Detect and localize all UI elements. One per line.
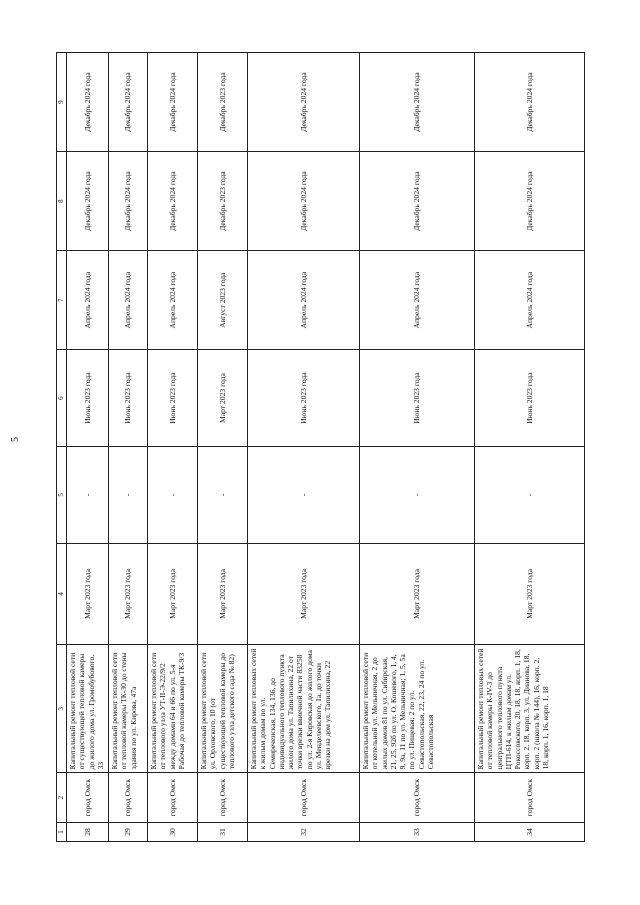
date-cell: Март 2023 года bbox=[360, 543, 475, 644]
column-number: 7 bbox=[57, 251, 67, 350]
city-cell: город Омск bbox=[67, 773, 109, 823]
date-cell: Апрель 2024 года bbox=[360, 251, 475, 350]
city-cell: город Омск bbox=[360, 773, 475, 823]
dash-cell: - bbox=[475, 446, 585, 543]
date-cell: Декабрь 2024 года bbox=[248, 53, 360, 152]
date-cell: Декабрь 2024 года bbox=[148, 152, 198, 251]
work-description: Капитальный ремонт тепловых сетей к жилым домам по ул. Семиреченская, 134, 136, до индивидуального теплового пункта жилого дома ул. Тапилихина, 22 от точки врезки ввиечной части 83258 по ул. 2-я Кировская до жилого дома ул. Менделеевского, 1a, до точки врезки на дом ул. Тапилихина, 22 bbox=[248, 645, 360, 773]
date-cell: Март 2023 года bbox=[198, 543, 248, 644]
date-cell: Март 2023 года bbox=[148, 543, 198, 644]
date-cell: Март 2023 года bbox=[475, 543, 585, 644]
date-cell: Март 2023 года bbox=[67, 543, 109, 644]
dash-cell: - bbox=[148, 446, 198, 543]
date-cell: Декабрь 2024 года bbox=[475, 53, 585, 152]
city-cell: город Омск bbox=[198, 773, 248, 823]
work-description: Капитальный ремонт тепловой сети от существующей тепловой камеры до жилого дома ул. Громобубового, 33 bbox=[67, 645, 109, 773]
dash-cell: - bbox=[198, 446, 248, 543]
row-number: 32 bbox=[248, 822, 360, 841]
dash-cell: - bbox=[109, 446, 148, 543]
table-row bbox=[148, 53, 198, 842]
work-description: Капитальный ремонт тепловых сетей от тепловой камеры К-IV-3 до центрального теплового пункта ЦТП-614, к жилым домам ул. Рокоссовского, 20, 18, 18, корп. 1, 18, корп. 2, 18, корп. 3, ул. Дианова, 18, корп. 2 (школа № 144), 16, корп. 2, 18, корп. 1, 16, корп. 1, 18 bbox=[475, 645, 585, 773]
date-cell: Июнь 2023 года bbox=[148, 350, 198, 447]
date-cell: Декабрь 2024 года bbox=[148, 53, 198, 152]
date-cell: Декабрь 2024 года bbox=[109, 152, 148, 251]
dash-cell: - bbox=[360, 446, 475, 543]
column-number: 8 bbox=[57, 152, 67, 251]
table-row bbox=[248, 53, 360, 842]
date-cell: Июнь 2023 года bbox=[109, 350, 148, 447]
column-number: 6 bbox=[57, 350, 67, 447]
city-cell: город Омск bbox=[148, 773, 198, 823]
date-cell: Апрель 2024 года bbox=[475, 251, 585, 350]
city-cell: город Омск bbox=[248, 773, 360, 823]
date-cell: Август 2023 года bbox=[198, 251, 248, 350]
date-cell: Декабрь 2024 года bbox=[248, 152, 360, 251]
date-cell: Апрель 2024 года bbox=[148, 251, 198, 350]
date-cell: Июнь 2023 года bbox=[360, 350, 475, 447]
date-cell: Июнь 2023 года bbox=[67, 350, 109, 447]
date-cell: Апрель 2024 года bbox=[109, 251, 148, 350]
row-number: 34 bbox=[475, 822, 585, 841]
row-number: 29 bbox=[109, 822, 148, 841]
column-number: 4 bbox=[57, 543, 67, 644]
row-number: 28 bbox=[67, 822, 109, 841]
column-number: 9 bbox=[57, 53, 67, 152]
row-number: 30 bbox=[148, 822, 198, 841]
date-cell: Декабрь 2024 года bbox=[67, 152, 109, 251]
date-cell: Декабрь 2024 года bbox=[67, 53, 109, 152]
column-number: 2 bbox=[57, 773, 67, 823]
date-cell: Март 2023 года bbox=[248, 543, 360, 644]
date-cell: Декабрь 2024 года bbox=[109, 53, 148, 152]
date-cell: Июнь 2023 года bbox=[475, 350, 585, 447]
work-description: Капитальный ремонт тепловой сети от теплового узла УТ-II-Э-22/9/2 между домами 64 и 66 по ул. 5-я Рабочая до тепловой камеры ТК-9/3 bbox=[148, 645, 198, 773]
work-description: Капитальный ремонт тепловой сети от тепловой камеры ТК-30 до стены здания по ул. Кирова, 47а bbox=[109, 645, 148, 773]
date-cell: Март 2023 года bbox=[198, 350, 248, 447]
dash-cell: - bbox=[67, 446, 109, 543]
work-description: Капитальный ремонт тепловой сети от котельной ул. Мельничная, 2 до жилых домов 81 по ул. Сибирская, 21, 25, 92б по ул. О. Кошевого, 1, 4, 9, 9а, 11 по ул. Мельничная; 1, 5, 5а по ул. Пищевая; 2 по ул. Севастопольская, 22, 23, 24 по ул. Севастопольская bbox=[360, 645, 475, 773]
column-number-row bbox=[57, 53, 67, 842]
repair-schedule-table bbox=[56, 52, 585, 842]
date-cell: Апрель 2024 года bbox=[248, 251, 360, 350]
work-description: Капитальный ремонт тепловой сети ул. Орловского, 10 (от существующей тепловой камеры до теплового узла детского сада № 82) bbox=[198, 645, 248, 773]
dash-cell: - bbox=[248, 446, 360, 543]
table-row bbox=[360, 53, 475, 842]
row-number: 33 bbox=[360, 822, 475, 841]
date-cell: Март 2023 года bbox=[109, 543, 148, 644]
table-row bbox=[67, 53, 109, 842]
date-cell: Декабрь 2024 года bbox=[475, 152, 585, 251]
column-number: 3 bbox=[57, 645, 67, 773]
date-cell: Апрель 2024 года bbox=[67, 251, 109, 350]
date-cell: Декабрь 2024 года bbox=[360, 152, 475, 251]
date-cell: Июнь 2023 года bbox=[248, 350, 360, 447]
date-cell: Декабрь 2023 года bbox=[198, 152, 248, 251]
column-number: 5 bbox=[57, 446, 67, 543]
rotated-table-container bbox=[56, 52, 584, 842]
page-number: 5 bbox=[10, 437, 21, 442]
table-row bbox=[198, 53, 248, 842]
column-number: 1 bbox=[57, 822, 67, 841]
date-cell: Декабрь 2024 года bbox=[360, 53, 475, 152]
date-cell: Декабрь 2023 года bbox=[198, 53, 248, 152]
table-row bbox=[475, 53, 585, 842]
table-row bbox=[109, 53, 148, 842]
city-cell: город Омск bbox=[109, 773, 148, 823]
row-number: 31 bbox=[198, 822, 248, 841]
city-cell: город Омск bbox=[475, 773, 585, 823]
